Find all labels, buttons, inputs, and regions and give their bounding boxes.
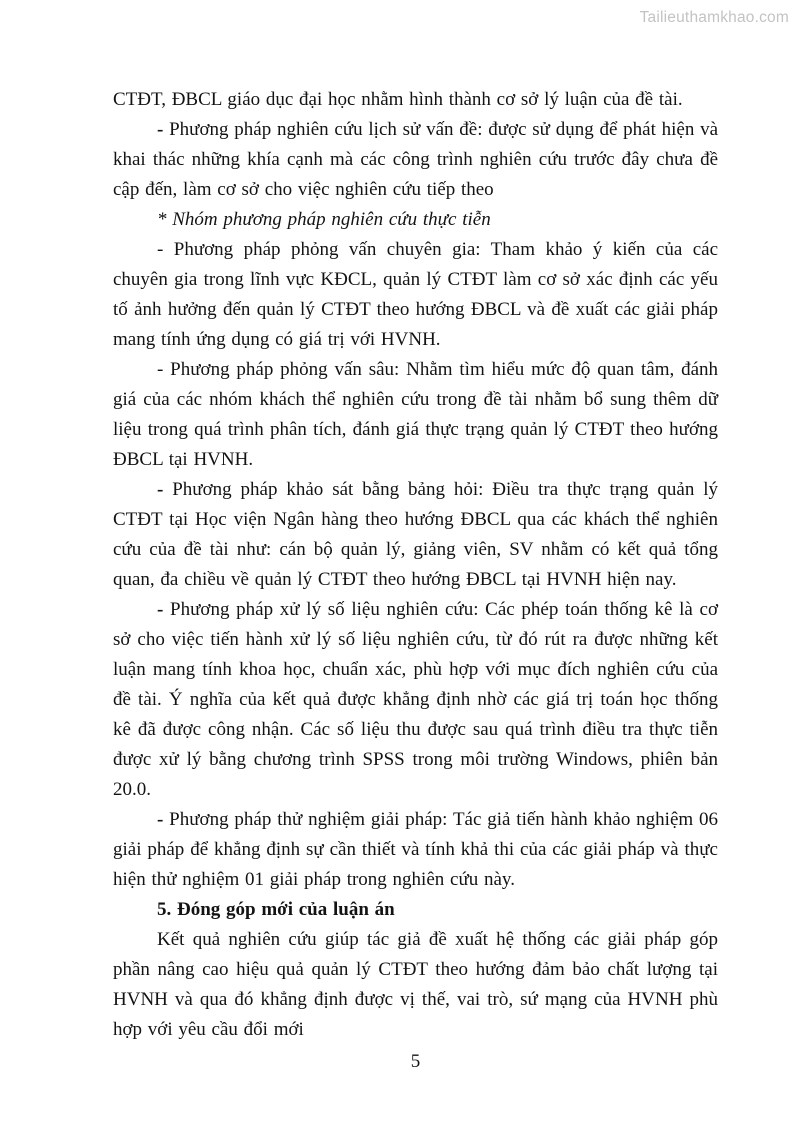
paragraph-method-indepth-interview: - Phương pháp phỏng vấn sâu: Nhằm tìm hiểu mức độ quan tâm, đánh giá của các nhóm khách thể nghiên cứu trong đề tài nhằm bổ sung thêm dữ liệu trong quá trình phân tích, đánh giá thực trạng quản lý CTĐT theo hướng ĐBCL tại HVNH. <box>113 359 719 470</box>
paragraph-method-data-processing: - Phương pháp xử lý số liệu nghiên cứu: Các phép toán thống kê là cơ sở cho việc tiến hành xử lý số liệu nghiên cứu, từ đó rút ra được những kết luận mang tính khoa học, chuẩn xác, phù hợp với mục đích nghiên cứu của đề tài. Ý nghĩa của kết quả được khẳng định nhờ các giá trị toán học thống kê đã được công nhận. Các số liệu thu được sau quá trình điều tra thực tiễn được xử lý bằng chương trình SPSS trong môi trường Windows, phiên bản 20.0. <box>113 599 718 800</box>
paragraph-marker: - <box>157 599 171 620</box>
paragraph-method-questionnaire-survey: - Phương pháp khảo sát bằng bảng hỏi: Điều tra thực trạng quản lý CTĐT tại Học viện Ngân hàng theo hướng ĐBCL qua các khách thể nghiên cứu của đề tài như: cán bộ quản lý, giảng viên, SV nhằm có kết quả tổng quan, đa chiều về quản lý CTĐT theo hướng ĐBCL tại HVNH hiện nay. <box>113 479 719 590</box>
paragraph-marker: - <box>157 119 170 140</box>
heading-method-group-practical: * Nhóm phương pháp nghiên cứu thực tiễn <box>157 209 491 230</box>
paragraph-marker: - <box>157 359 171 380</box>
page-number: 5 <box>410 1051 421 1072</box>
paragraph-marker: - <box>157 809 170 830</box>
paragraph-marker: - <box>157 479 173 500</box>
paragraph-marker: * <box>157 209 173 230</box>
paragraph-intro-continuation: CTĐT, ĐBCL giáo dục đại học nhằm hình thành cơ sở lý luận của đề tài. <box>113 89 683 110</box>
paragraph-method-solution-testing: - Phương pháp thử nghiệm giải pháp: Tác giả tiến hành khảo nghiệm 06 giải pháp để khẳng định sự cần thiết và tính khả thi của các giải pháp và thực hiện thử nghiệm 01 giải pháp trong nghiên cứu này. <box>113 809 718 890</box>
paragraph-method-expert-interview: - Phương pháp phỏng vấn chuyên gia: Tham khảo ý kiến của các chuyên gia trong lĩnh vực KĐCL, quản lý CTĐT làm cơ sở xác định các yếu tố ảnh hưởng đến quản lý CTĐT theo hướng ĐBCL và đề xuất các giải pháp mang tính ứng dụng có giá trị với HVNH. <box>113 239 718 350</box>
paragraph-method-history: - Phương pháp nghiên cứu lịch sử vấn đề: được sử dụng để phát hiện và khai thác những khía cạnh mà các công trình nghiên cứu trước đây chưa đề cập đến, làm cơ sở cho việc nghiên cứu tiếp theo <box>113 119 718 200</box>
paragraph-contribution-result: Kết quả nghiên cứu giúp tác giả đề xuất hệ thống các giải pháp góp phần nâng cao hiệu quả quản lý CTĐT theo hướng đảm bảo chất lượng tại HVNH và qua đó khẳng định được vị thế, vai trò, sứ mạng của HVNH phù hợp với yêu cầu đổi mới <box>113 929 718 1040</box>
paragraph-marker: - <box>157 239 174 260</box>
text-block <box>113 85 718 1045</box>
watermark-text: Tailieuthamkhao.com <box>639 9 789 26</box>
heading-section-5-contributions: 5. Đóng góp mới của luận án <box>157 899 395 920</box>
